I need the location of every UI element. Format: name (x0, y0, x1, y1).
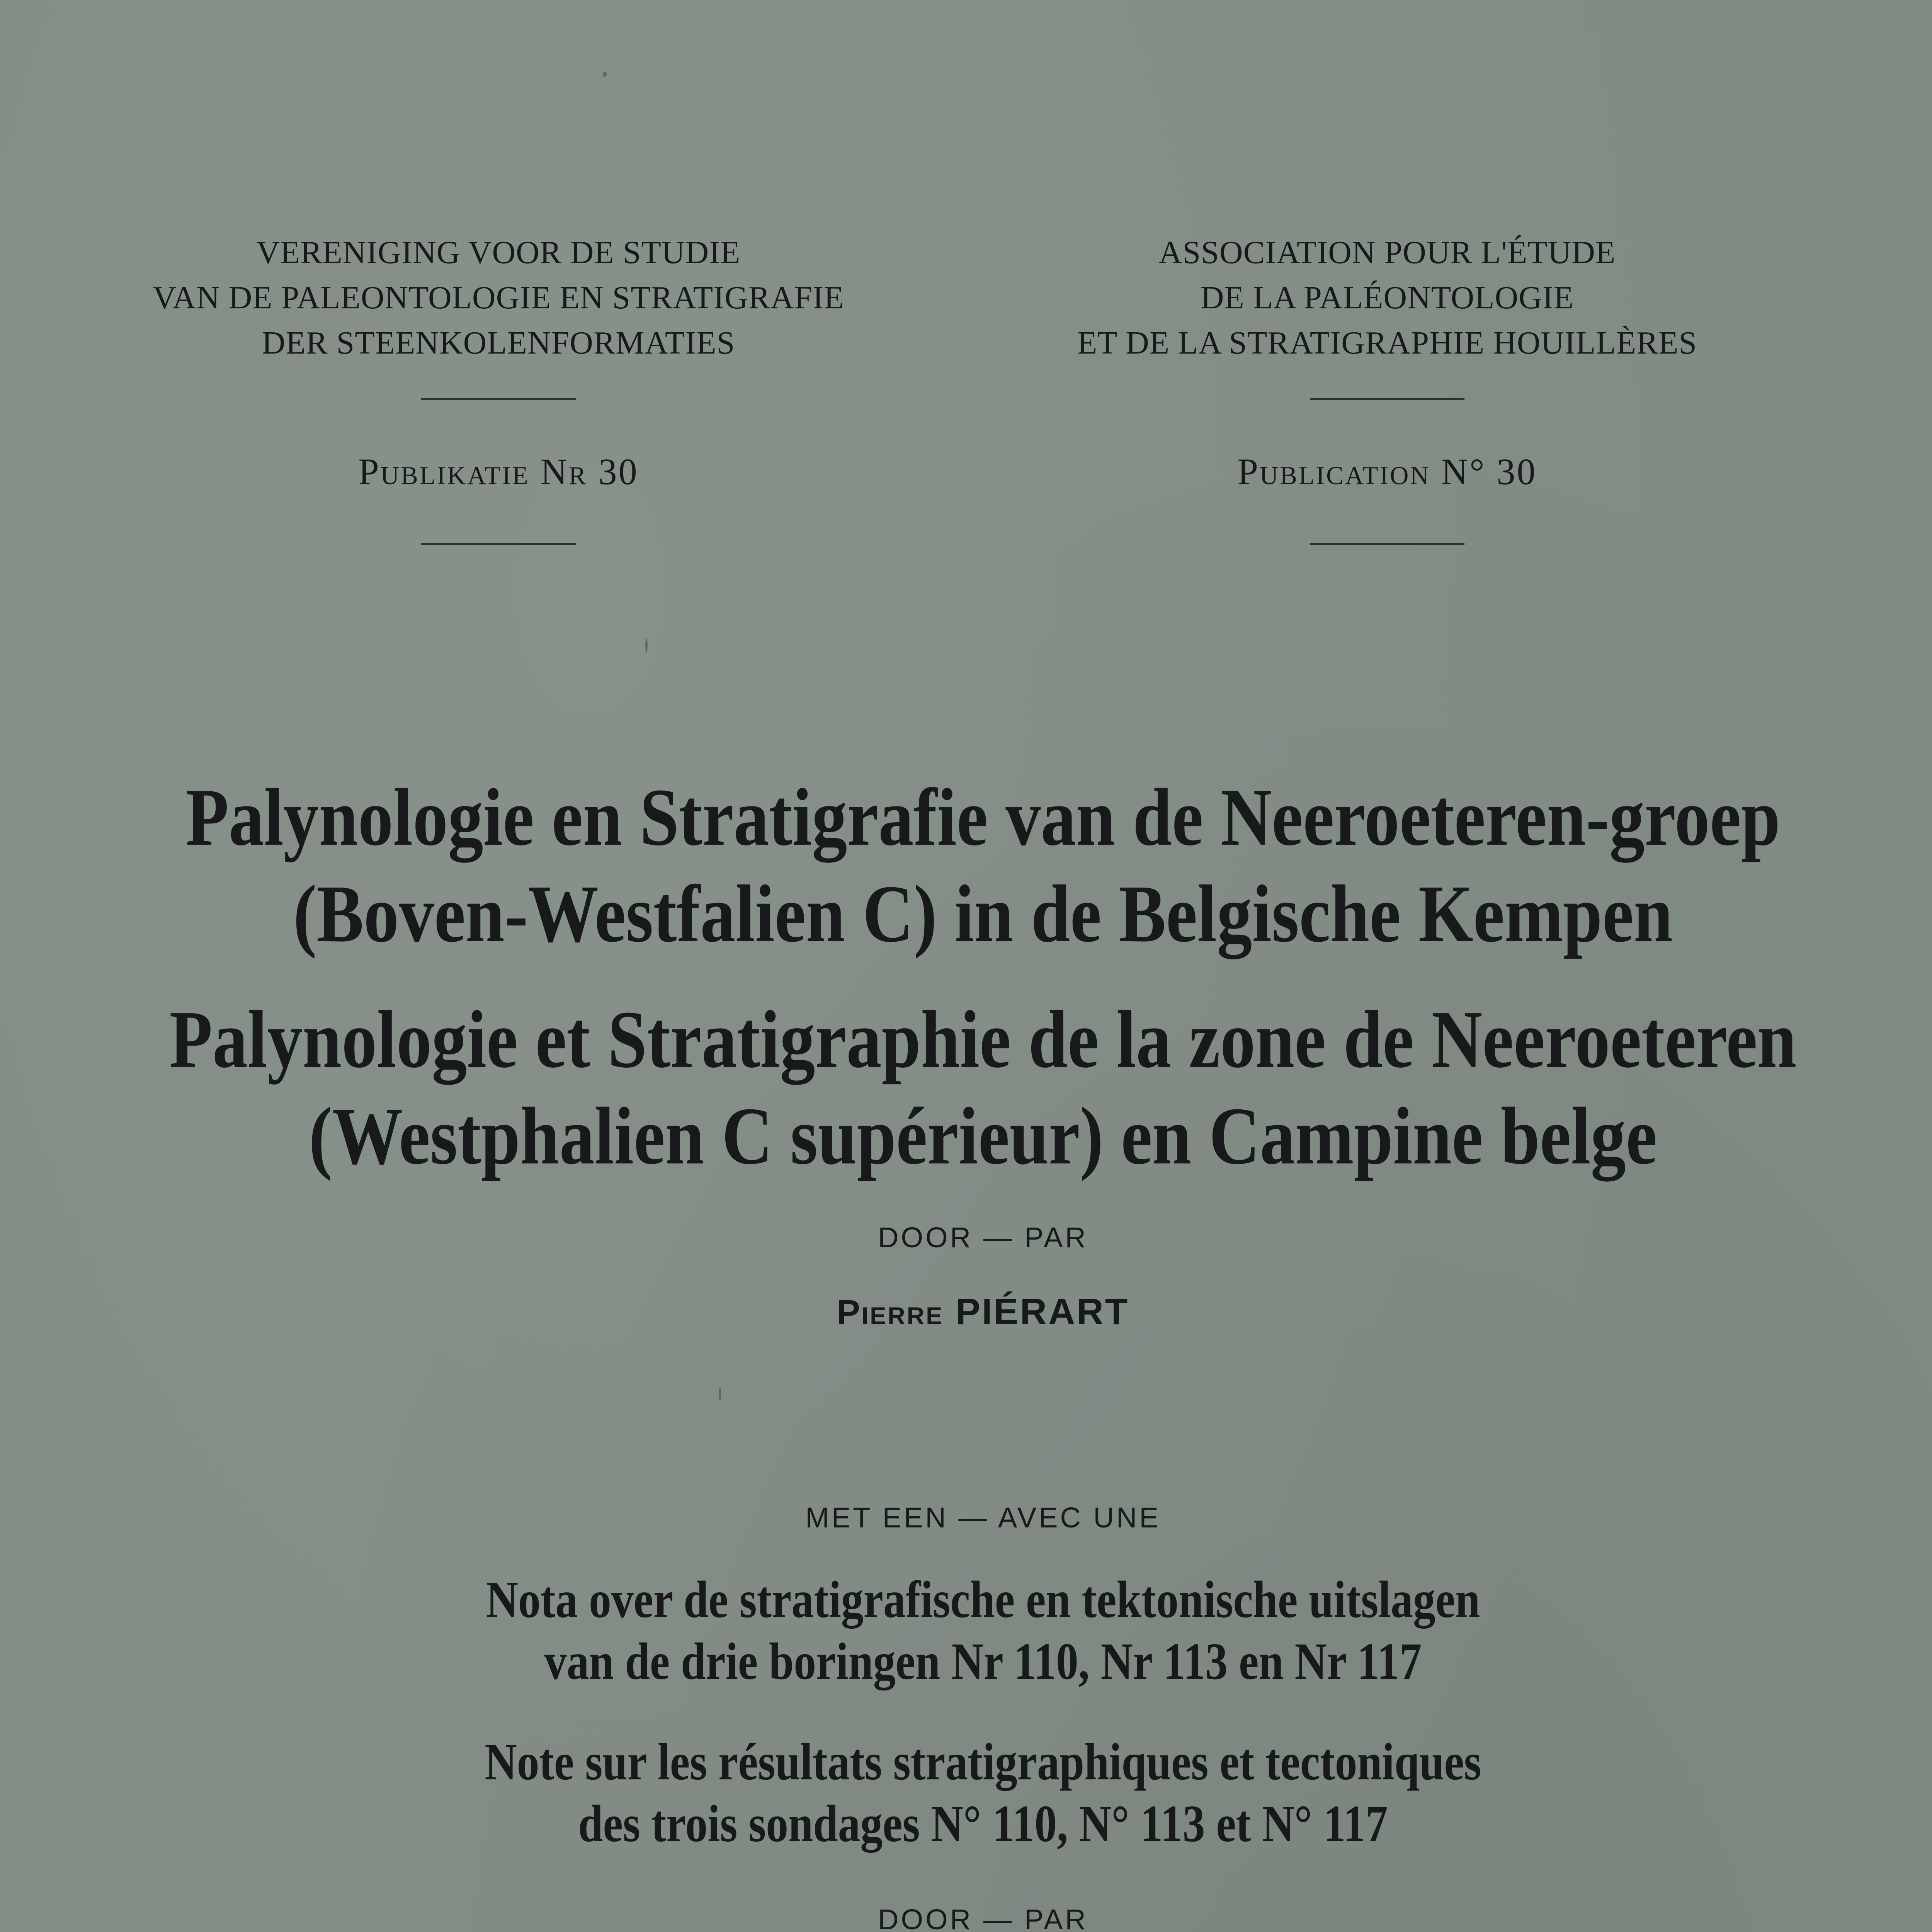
dutch-association-line: DER STEENKOLENFORMATIES (262, 325, 735, 361)
paper-speck (719, 1387, 721, 1401)
title-line: (Boven-Westfalien C) in de Belgische Kempen (293, 868, 1673, 959)
author-1-by-label: DOOR — PAR (878, 1221, 1088, 1253)
note-title-dutch (0, 1569, 1932, 1692)
dutch-publication-number: Publikatie Nr 30 (358, 451, 639, 492)
divider-rule (421, 398, 576, 400)
paper-speck (645, 638, 648, 653)
divider-rule (1310, 543, 1464, 545)
note-line: Nota over de stratigrafische en tektonische uitslagen (486, 1571, 1480, 1629)
title-line: Palynologie en Stratigrafie van de Neeroeteren-groep (185, 772, 1781, 862)
title-line: (Westphalien C supérieur) en Campine belge (309, 1090, 1657, 1181)
author-1-last-name: PIÉRART (955, 1291, 1129, 1332)
author-1-first-name: Pierre (837, 1293, 944, 1332)
divider-rule (1310, 398, 1464, 400)
french-association-name (1001, 230, 1774, 366)
note-title-french (0, 1731, 1932, 1855)
main-title-dutch (0, 769, 1932, 962)
author-1-name (0, 1291, 1932, 1333)
dutch-association-line: VAN DE PALEONTOLOGIE EN STRATIGRAFIE (153, 280, 844, 316)
french-association-line: DE LA PALÉONTOLOGIE (1200, 280, 1574, 316)
author-2-by-label: DOOR — PAR (878, 1903, 1088, 1932)
note-line: des trois sondages N° 110, N° 113 et N° 117 (578, 1795, 1388, 1853)
paper-speck (603, 71, 607, 77)
note-line: van de drie boringen Nr 110, Nr 113 en Nr 117 (544, 1633, 1422, 1690)
dutch-association-name (112, 230, 885, 366)
note-line: Note sur les résultats stratigraphiques et tectoniques (485, 1733, 1481, 1791)
french-header (1001, 0, 1774, 580)
french-publication-number: Publication N° 30 (1237, 451, 1537, 492)
dutch-association-line: VERENIGING VOOR DE STUDIE (256, 235, 741, 270)
french-association-line: ASSOCIATION POUR L'ÉTUDE (1158, 235, 1616, 270)
french-association-line: ET DE LA STRATIGRAPHIE HOUILLÈRES (1077, 325, 1697, 361)
divider-rule (421, 543, 576, 545)
main-title-french (0, 991, 1932, 1184)
with-label: MET EEN — AVEC UNE (805, 1502, 1161, 1534)
title-line: Palynologie et Stratigraphie de la zone de Neeroeteren (169, 994, 1797, 1085)
dutch-header (112, 0, 885, 580)
